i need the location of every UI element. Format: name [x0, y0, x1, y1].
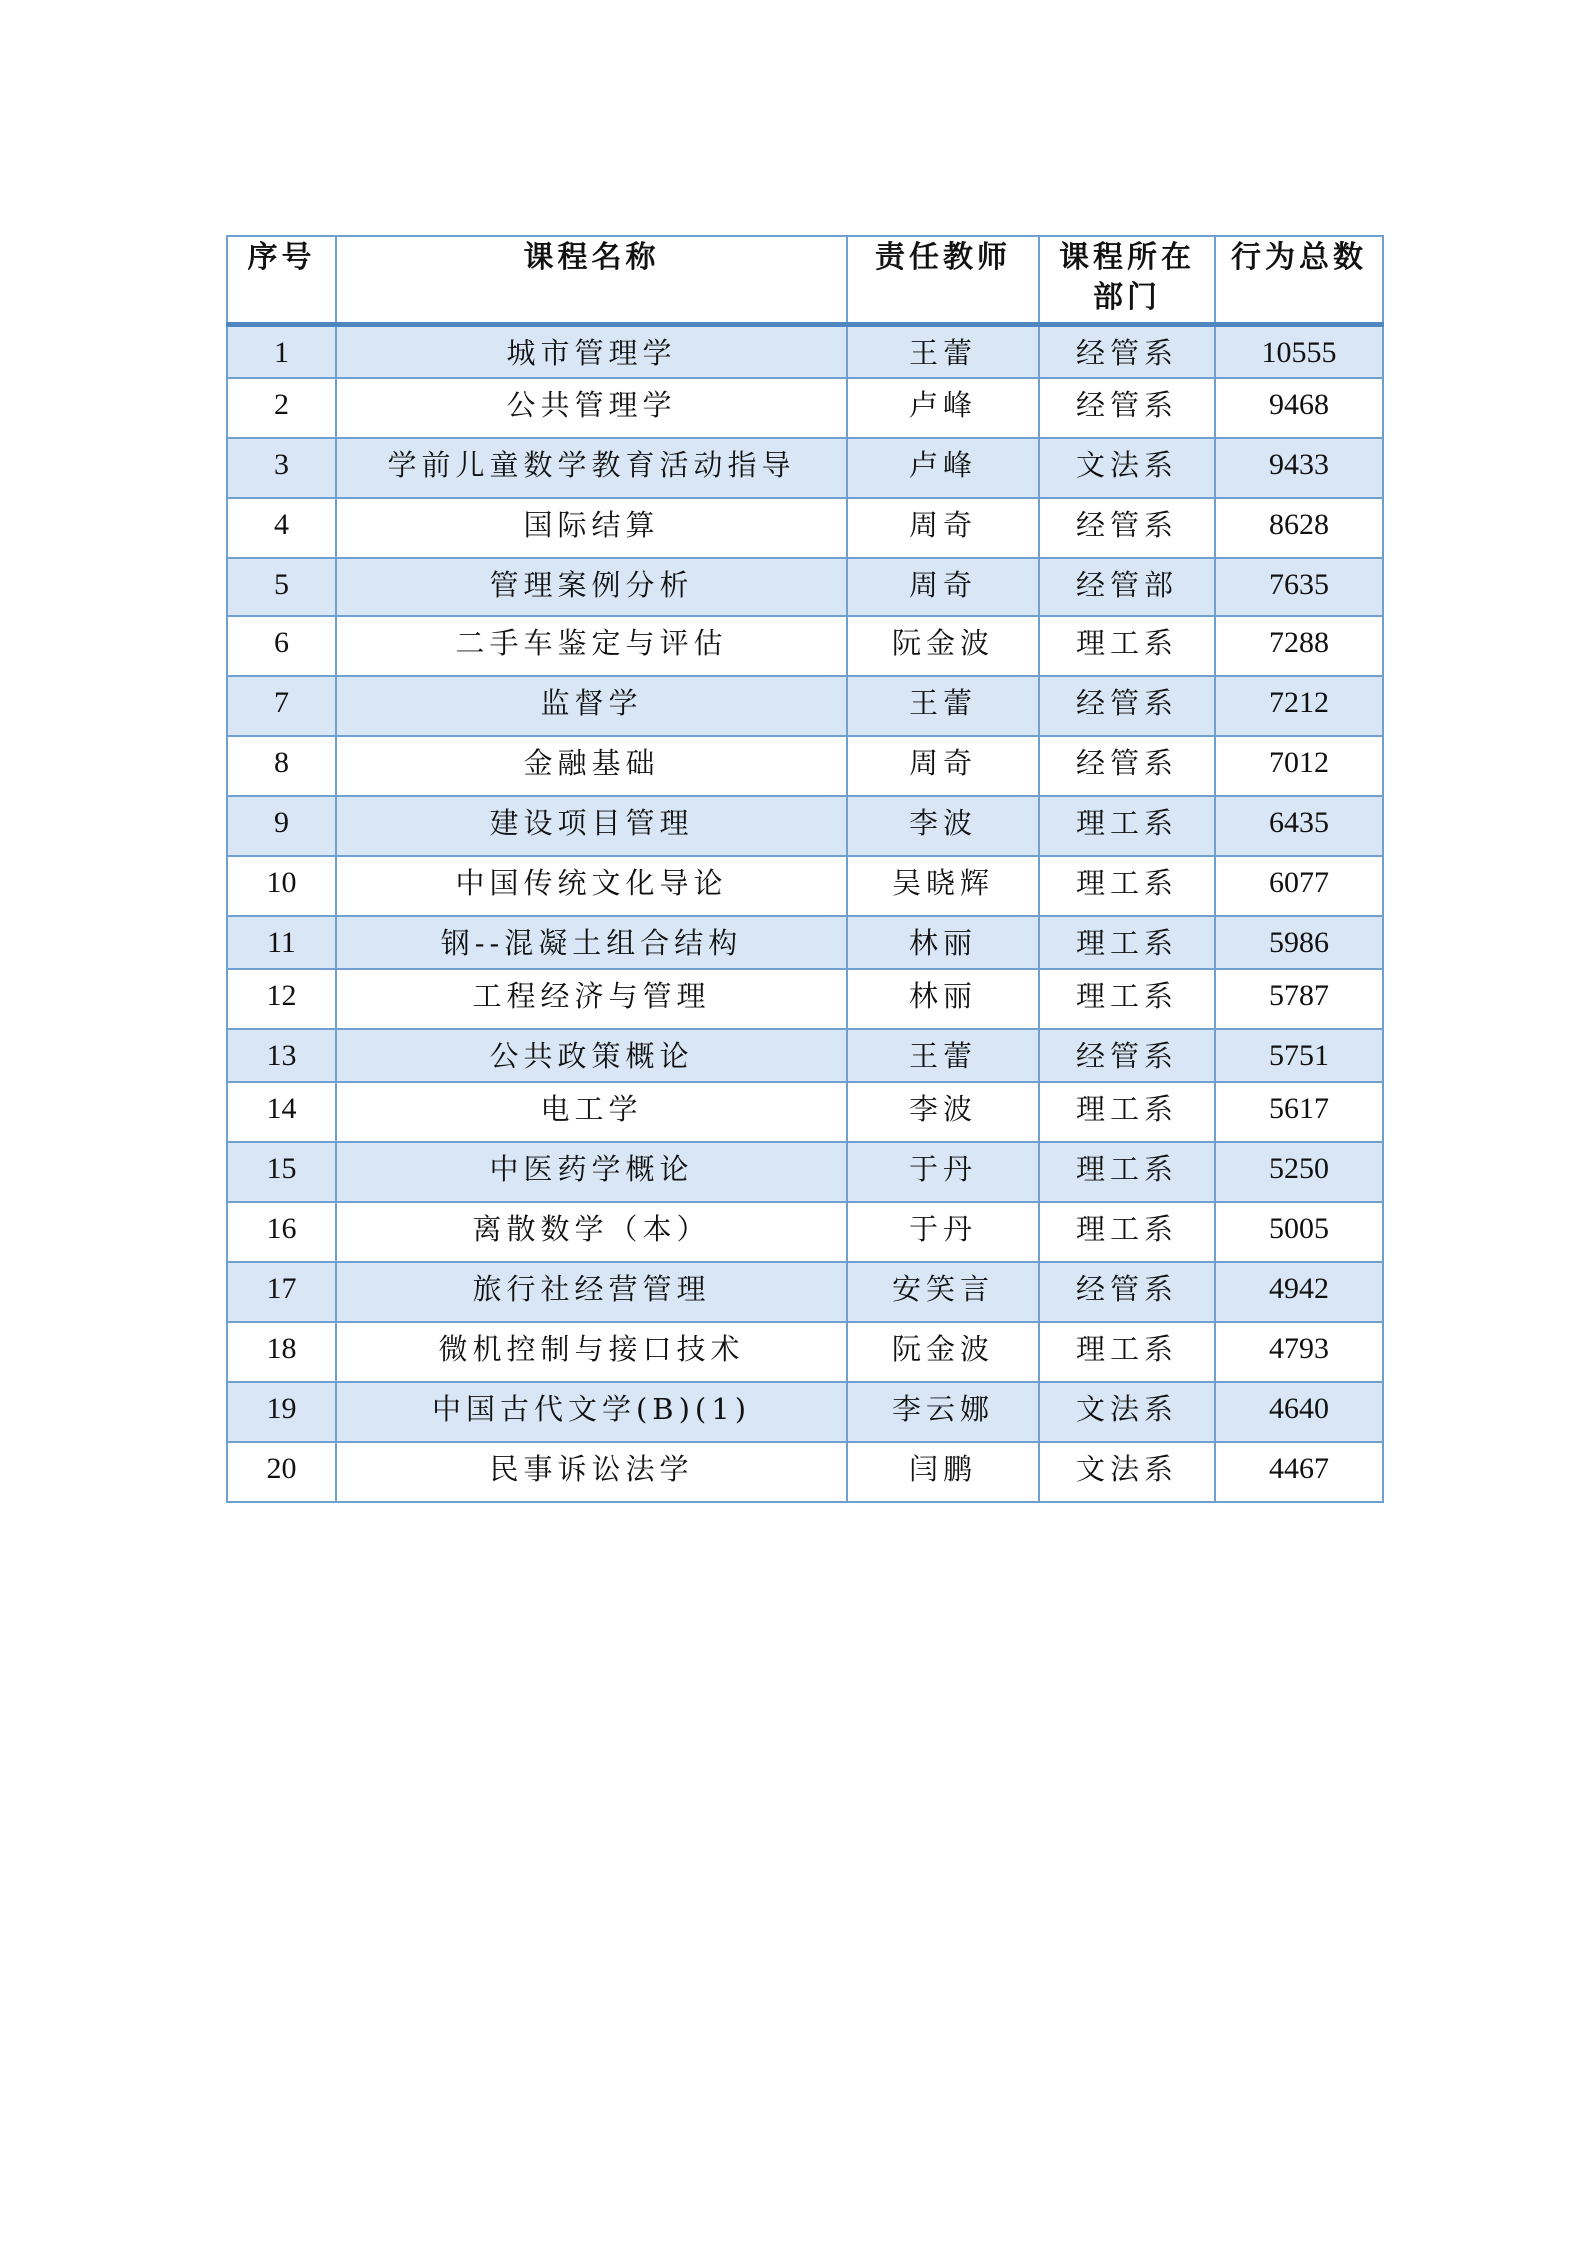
cell-no: 16 [227, 1202, 336, 1262]
cell-total-actions: 7635 [1215, 558, 1383, 616]
header-row [227, 236, 1383, 325]
cell-total-actions: 4793 [1215, 1322, 1383, 1382]
header-department-line2: 部门 [1093, 280, 1161, 315]
cell-course-name: 中国古代文学(B)(1) [336, 1382, 847, 1442]
table-row [227, 1029, 1383, 1082]
table-row [227, 1082, 1383, 1142]
cell-department: 理工系 [1039, 1322, 1215, 1382]
cell-total-actions: 10555 [1215, 325, 1383, 378]
cell-teacher: 闫鹏 [847, 1442, 1039, 1502]
cell-total-actions: 5250 [1215, 1142, 1383, 1202]
table-row [227, 616, 1383, 676]
table-row [227, 969, 1383, 1029]
cell-department: 理工系 [1039, 1082, 1215, 1142]
header-department-line1: 课程所在 [1059, 240, 1195, 275]
cell-course-name: 旅行社经营管理 [336, 1262, 847, 1322]
cell-department: 文法系 [1039, 1442, 1215, 1502]
cell-department: 经管系 [1039, 325, 1215, 378]
cell-no: 8 [227, 736, 336, 796]
cell-teacher: 阮金波 [847, 1322, 1039, 1382]
cell-course-name: 学前儿童数学教育活动指导 [336, 438, 847, 498]
cell-no: 10 [227, 856, 336, 916]
cell-total-actions: 9468 [1215, 378, 1383, 438]
cell-no: 15 [227, 1142, 336, 1202]
cell-department: 经管系 [1039, 1029, 1215, 1082]
cell-department: 文法系 [1039, 438, 1215, 498]
table-row [227, 558, 1383, 616]
cell-no: 5 [227, 558, 336, 616]
cell-total-actions: 9433 [1215, 438, 1383, 498]
cell-no: 4 [227, 498, 336, 558]
table-row [227, 1262, 1383, 1322]
cell-teacher: 李波 [847, 1082, 1039, 1142]
table-row [227, 1442, 1383, 1502]
cell-department: 文法系 [1039, 1382, 1215, 1442]
cell-no: 20 [227, 1442, 336, 1502]
cell-department: 理工系 [1039, 796, 1215, 856]
cell-course-name: 民事诉讼法学 [336, 1442, 847, 1502]
header-no: 序号 [227, 236, 336, 325]
cell-no: 12 [227, 969, 336, 1029]
table-row [227, 1202, 1383, 1262]
cell-department: 经管系 [1039, 676, 1215, 736]
cell-course-name: 管理案例分析 [336, 558, 847, 616]
cell-course-name: 监督学 [336, 676, 847, 736]
cell-total-actions: 4942 [1215, 1262, 1383, 1322]
cell-teacher: 林丽 [847, 916, 1039, 969]
cell-teacher: 卢峰 [847, 378, 1039, 438]
cell-department: 经管系 [1039, 378, 1215, 438]
cell-teacher: 周奇 [847, 558, 1039, 616]
cell-no: 13 [227, 1029, 336, 1082]
cell-course-name: 金融基础 [336, 736, 847, 796]
cell-no: 11 [227, 916, 336, 969]
cell-course-name: 二手车鉴定与评估 [336, 616, 847, 676]
header-total-actions: 行为总数 [1215, 236, 1383, 325]
cell-department: 理工系 [1039, 916, 1215, 969]
cell-department: 经管部 [1039, 558, 1215, 616]
header-department [1039, 236, 1215, 325]
table-row [227, 856, 1383, 916]
cell-total-actions: 4467 [1215, 1442, 1383, 1502]
course-ranking-table [226, 235, 1384, 1503]
cell-course-name: 工程经济与管理 [336, 969, 847, 1029]
cell-teacher: 吴晓辉 [847, 856, 1039, 916]
cell-no: 3 [227, 438, 336, 498]
cell-no: 6 [227, 616, 336, 676]
cell-no: 18 [227, 1322, 336, 1382]
cell-teacher: 林丽 [847, 969, 1039, 1029]
table-row [227, 916, 1383, 969]
table-row [227, 438, 1383, 498]
table-header [227, 236, 1383, 325]
cell-department: 理工系 [1039, 969, 1215, 1029]
cell-department: 理工系 [1039, 1142, 1215, 1202]
cell-no: 17 [227, 1262, 336, 1322]
cell-course-name: 公共政策概论 [336, 1029, 847, 1082]
cell-total-actions: 7012 [1215, 736, 1383, 796]
cell-department: 经管系 [1039, 736, 1215, 796]
cell-teacher: 安笑言 [847, 1262, 1039, 1322]
cell-course-name: 公共管理学 [336, 378, 847, 438]
table-row [227, 796, 1383, 856]
cell-no: 2 [227, 378, 336, 438]
cell-total-actions: 5751 [1215, 1029, 1383, 1082]
cell-course-name: 离散数学（本） [336, 1202, 847, 1262]
cell-total-actions: 5005 [1215, 1202, 1383, 1262]
cell-no: 14 [227, 1082, 336, 1142]
cell-teacher: 卢峰 [847, 438, 1039, 498]
cell-total-actions: 7212 [1215, 676, 1383, 736]
cell-no: 1 [227, 325, 336, 378]
table-row [227, 498, 1383, 558]
cell-department: 经管系 [1039, 498, 1215, 558]
cell-total-actions: 4640 [1215, 1382, 1383, 1442]
cell-department: 理工系 [1039, 616, 1215, 676]
cell-total-actions: 5787 [1215, 969, 1383, 1029]
table-row [227, 325, 1383, 378]
table-row [227, 1322, 1383, 1382]
cell-course-name: 钢--混凝土组合结构 [336, 916, 847, 969]
cell-teacher: 王蕾 [847, 676, 1039, 736]
cell-teacher: 周奇 [847, 498, 1039, 558]
cell-total-actions: 6077 [1215, 856, 1383, 916]
cell-teacher: 王蕾 [847, 1029, 1039, 1082]
cell-course-name: 国际结算 [336, 498, 847, 558]
table-row [227, 1382, 1383, 1442]
cell-total-actions: 7288 [1215, 616, 1383, 676]
header-course-name: 课程名称 [336, 236, 847, 325]
table-row [227, 676, 1383, 736]
cell-course-name: 城市管理学 [336, 325, 847, 378]
cell-no: 9 [227, 796, 336, 856]
cell-teacher: 李波 [847, 796, 1039, 856]
cell-course-name: 建设项目管理 [336, 796, 847, 856]
table-row [227, 1142, 1383, 1202]
table-row [227, 378, 1383, 438]
table-row [227, 736, 1383, 796]
cell-teacher: 阮金波 [847, 616, 1039, 676]
cell-teacher: 于丹 [847, 1142, 1039, 1202]
cell-total-actions: 6435 [1215, 796, 1383, 856]
cell-teacher: 王蕾 [847, 325, 1039, 378]
cell-total-actions: 5986 [1215, 916, 1383, 969]
cell-teacher: 于丹 [847, 1202, 1039, 1262]
cell-total-actions: 8628 [1215, 498, 1383, 558]
cell-course-name: 微机控制与接口技术 [336, 1322, 847, 1382]
cell-course-name: 中国传统文化导论 [336, 856, 847, 916]
course-table-container [226, 235, 1382, 1503]
cell-teacher: 周奇 [847, 736, 1039, 796]
cell-no: 19 [227, 1382, 336, 1442]
cell-department: 经管系 [1039, 1262, 1215, 1322]
cell-department: 理工系 [1039, 1202, 1215, 1262]
cell-teacher: 李云娜 [847, 1382, 1039, 1442]
table-body [227, 325, 1383, 1502]
cell-department: 理工系 [1039, 856, 1215, 916]
cell-course-name: 电工学 [336, 1082, 847, 1142]
cell-no: 7 [227, 676, 336, 736]
cell-course-name: 中医药学概论 [336, 1142, 847, 1202]
cell-total-actions: 5617 [1215, 1082, 1383, 1142]
header-teacher: 责任教师 [847, 236, 1039, 325]
